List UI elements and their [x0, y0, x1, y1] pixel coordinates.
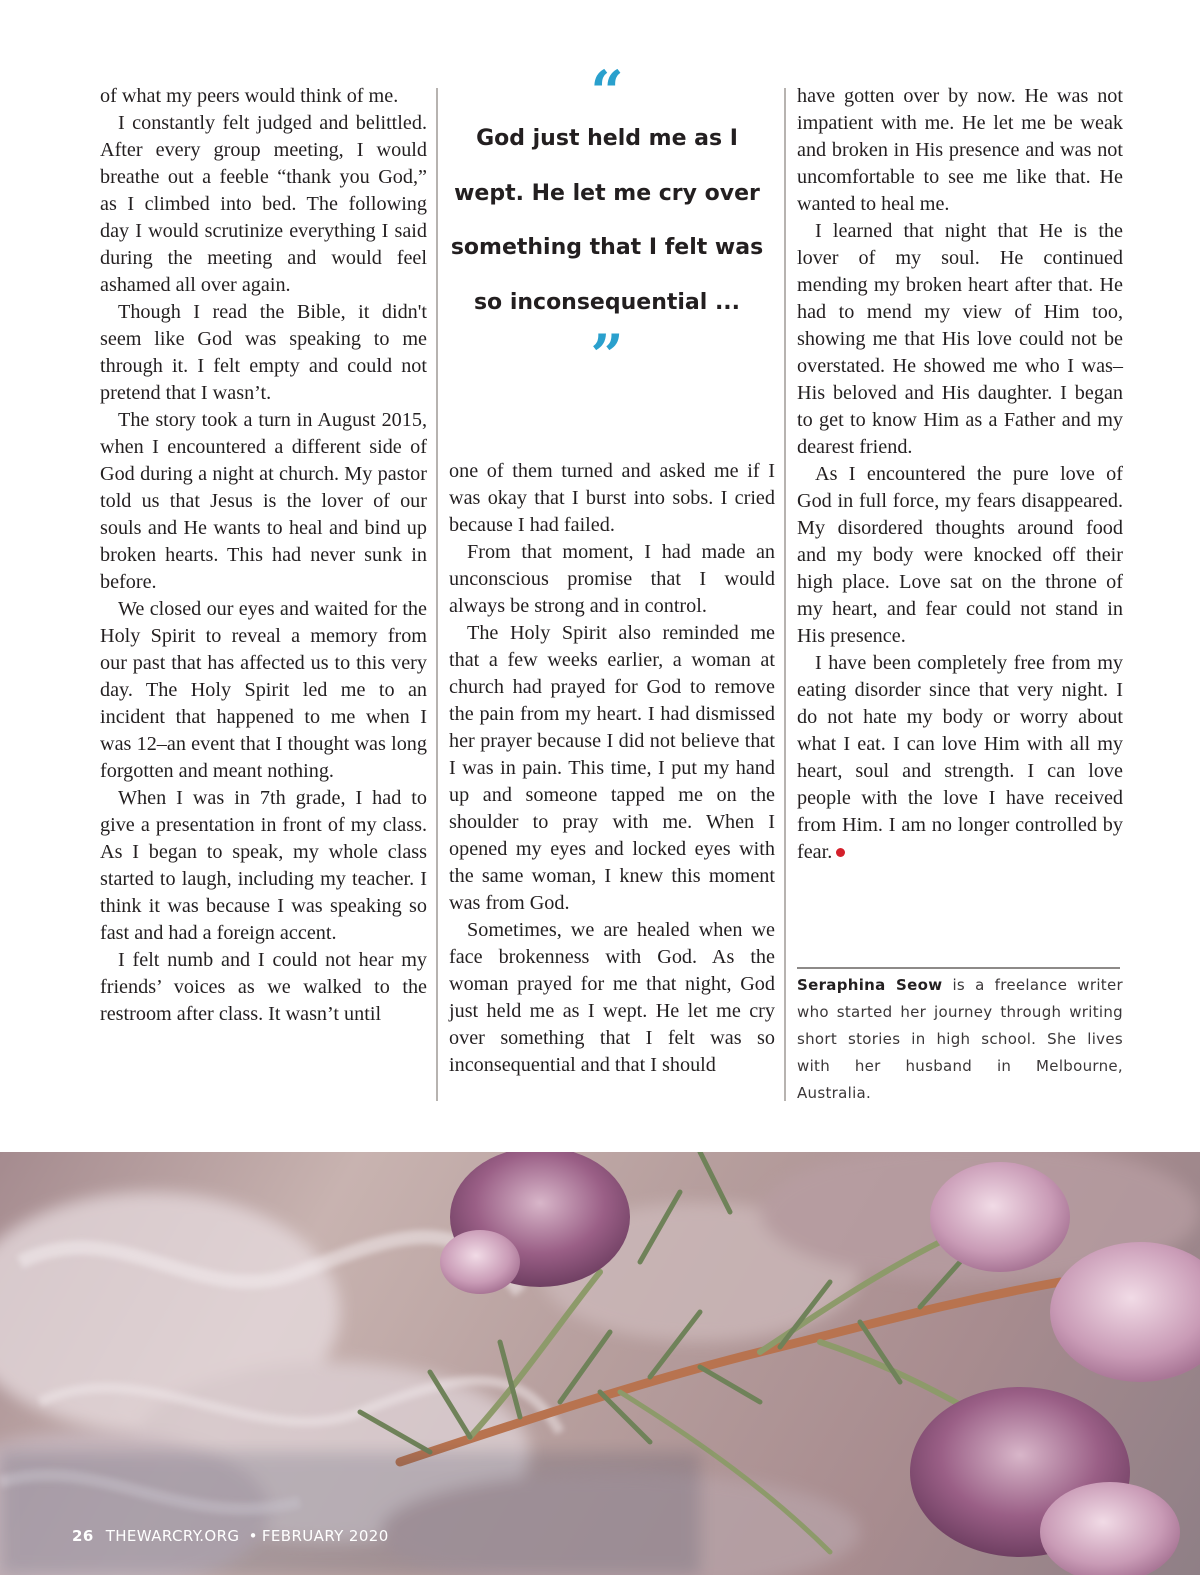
- paragraph: Sometimes, we are healed when we face brokenness with God. As the woman prayed for me that night, God just held me as I wept. He let me cry over something that I felt was so inconsequential and that I should: [449, 919, 775, 1076]
- flower-illustration: [0, 1152, 1200, 1575]
- paragraph: [797, 650, 1123, 866]
- column-divider: [784, 88, 786, 1101]
- paragraph: I constantly felt judged and belittled. After every group meeting, I would breathe out a feeble “thank you God,” as I climbed into bed. The following day I would scrutinize everything I said during the meeting and would feel ashamed all over again.: [100, 112, 427, 296]
- pull-quote-text: God just held me as I wept. He let me cry over something that I felt was so inconsequential ...: [450, 126, 764, 315]
- author-name: Seraphina Seow: [797, 976, 943, 994]
- article-column-1: [100, 83, 427, 1028]
- paragraph: of what my peers would think of me.: [100, 85, 399, 107]
- paragraph: When I was in 7th grade, I had to give a presentation in front of my class. As I began to speak, my whole class started to laugh, including my teacher. I think it was because I was speaking so fast and had a foreign accent.: [100, 787, 427, 944]
- paragraph: As I encountered the pure love of God in full force, my fears disappeared. My disordered thoughts around food and my body were knocked off their high place. Love sat on the throne of my heart, and fear could not stand in His presence.: [797, 463, 1123, 647]
- author-bio: [797, 972, 1123, 1107]
- paragraph: From that moment, I had made an unconscious promise that I would always be strong and in control.: [449, 541, 775, 617]
- paragraph: I learned that night that He is the lover of my soul. He continued mending my broken heart after that. He had to mend my view of Him too, showing me that His love could not be overstated. He showed me who I was–His beloved and His daughter. I began to get to know Him as a Father and my dearest friend.: [797, 220, 1123, 458]
- close-quote-icon: ”: [590, 322, 624, 390]
- paragraph: I felt numb and I could not hear my friends’ voices as we walked to the restroom after class. It wasn’t until: [100, 949, 427, 1025]
- bio-text: is a freelance writer who started her journey through writing short stories in high school. She lives with her husband in Melbourne, Australia.: [797, 976, 1123, 1102]
- paragraph: The Holy Spirit also reminded me that a few weeks earlier, a woman at church had prayed for God to remove the pain from my heart. I had dismissed her prayer because I did not believe that I was in pain. This time, I put my hand up and someone tapped me on the shoulder to pray with me. When I opened my eyes and locked eyes with the same woman, I knew this moment was from God.: [449, 622, 775, 914]
- site-name: THEWARCRY.ORG: [105, 1527, 240, 1545]
- article-column-2: [449, 458, 775, 1079]
- issue-date: FEBRUARY 2020: [261, 1527, 389, 1545]
- open-quote-icon: “: [590, 58, 624, 126]
- end-mark-icon: [836, 848, 845, 857]
- paragraph: have gotten over by now. He was not impatient with me. He let me be weak and broken in His presence and was not uncomfortable to see me like that. He wanted to heal me.: [797, 85, 1123, 215]
- article-column-3: [797, 83, 1123, 866]
- page-footer: [72, 1527, 389, 1545]
- paragraph: The story took a turn in August 2015, when I encountered a different side of God during a night at church. My pastor told us that Jesus is the lover of our souls and He wants to heal and bind up broken hearts. This had never sunk in before.: [100, 409, 427, 593]
- bio-divider: [797, 967, 1120, 969]
- paragraph: one of them turned and asked me if I was okay that I burst into sobs. I cried because I had failed.: [449, 460, 775, 536]
- paragraph-text: I have been completely free from my eating disorder since that very night. I do not hate my body or worry about what I eat. I can love Him with all my heart, soul and strength. I can love people with the love I have received from Him. I am no longer controlled by fear.: [797, 652, 1123, 863]
- paragraph: Though I read the Bible, it didn't seem like God was speaking to me through it. I felt empty and could not pretend that I wasn’t.: [100, 301, 427, 404]
- column-divider: [436, 88, 438, 1101]
- pull-quote: [449, 58, 765, 390]
- flower-photo: [0, 1152, 1200, 1575]
- page-number: 26: [72, 1527, 94, 1545]
- footer-separator: •: [248, 1527, 258, 1545]
- paragraph: We closed our eyes and waited for the Holy Spirit to reveal a memory from our past that has affected us to this very day. The Holy Spirit led me to an incident that happened to me when I was 12–an event that I thought was long forgotten and meant nothing.: [100, 598, 427, 782]
